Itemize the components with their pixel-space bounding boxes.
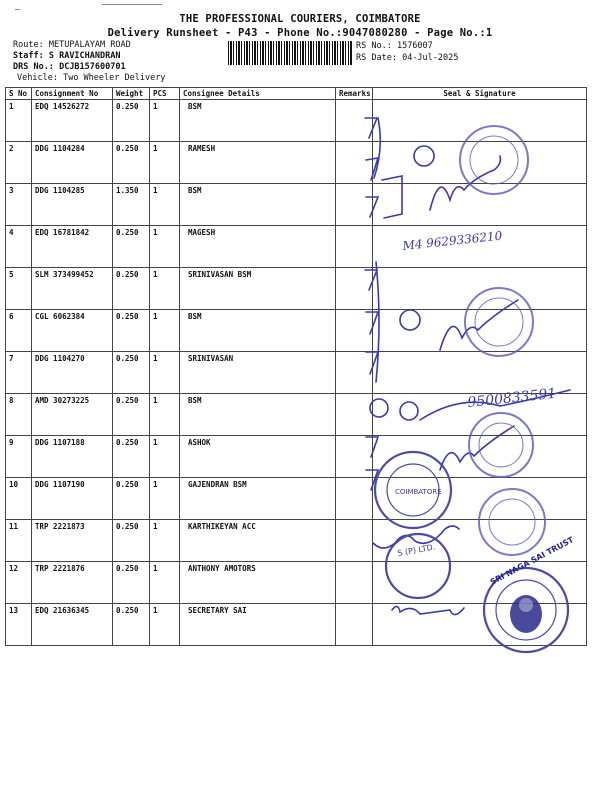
row-sno: 6 — [6, 310, 32, 352]
table-row — [6, 562, 587, 604]
table-row — [6, 604, 587, 646]
row-consignee: SRINIVASAN — [180, 352, 336, 394]
row-pcs: 1 — [150, 100, 180, 142]
row-weight: 0.250 — [113, 394, 150, 436]
row-consignment-no: AMD 30273225 — [32, 394, 113, 436]
row-seal-signature — [373, 436, 587, 478]
row-pcs: 1 — [150, 520, 180, 562]
table-row — [6, 310, 587, 352]
row-pcs: 1 — [150, 478, 180, 520]
row-consignment-no: DDG 1104285 — [32, 184, 113, 226]
table-row — [6, 478, 587, 520]
col-consignee: Consignee Details — [180, 88, 336, 100]
row-consignment-no: EDQ 16781842 — [32, 226, 113, 268]
row-remarks — [336, 226, 373, 268]
row-weight: 0.250 — [113, 604, 150, 646]
stamp-coimbatore-text: COIMBATORE — [395, 488, 442, 496]
row-sno: 7 — [6, 352, 32, 394]
row-consignee: KARTHIKEYAN ACC — [180, 520, 336, 562]
row-seal-signature — [373, 604, 587, 646]
table-row — [6, 352, 587, 394]
row-consignee: MAGESH — [180, 226, 336, 268]
row-seal-signature — [373, 562, 587, 604]
row-sno: 2 — [6, 142, 32, 184]
row-consignment-no: SLM 373499452 — [32, 268, 113, 310]
staff-value: S RAVICHANDRAN — [48, 51, 121, 61]
handwritten-phone-row8: 9500833591 — [466, 385, 558, 411]
row-remarks — [336, 268, 373, 310]
row-seal-signature — [373, 352, 587, 394]
col-sno: S No — [6, 88, 32, 100]
route-value: METUPALAYAM ROAD — [48, 40, 131, 50]
table-row — [6, 436, 587, 478]
row-sno: 1 — [6, 100, 32, 142]
staff-label: Staff: — [13, 51, 44, 61]
row-remarks — [336, 478, 373, 520]
row-consignee: BSM — [180, 310, 336, 352]
row-consignment-no: CGL 6062384 — [32, 310, 113, 352]
row-remarks — [336, 352, 373, 394]
row-sno: 12 — [6, 562, 32, 604]
row-sno: 13 — [6, 604, 32, 646]
scan-artifact — [102, 4, 162, 5]
row-seal-signature — [373, 100, 587, 142]
table-row — [6, 184, 587, 226]
row-sno: 9 — [6, 436, 32, 478]
row-consignee: ANTHONY AMOTORS — [180, 562, 336, 604]
barcode-image — [228, 41, 352, 65]
row-weight: 0.250 — [113, 310, 150, 352]
row-pcs: 1 — [150, 268, 180, 310]
drs-label: DRS No.: — [13, 62, 54, 72]
row-sno: 10 — [6, 478, 32, 520]
row-seal-signature — [373, 268, 587, 310]
row-pcs: 1 — [150, 310, 180, 352]
row-weight: 0.250 — [113, 352, 150, 394]
row-weight: 0.250 — [113, 478, 150, 520]
col-pcs: PCS — [150, 88, 180, 100]
row-consignee: BSM — [180, 184, 336, 226]
row-remarks — [336, 562, 373, 604]
row-consignee: ASHOK — [180, 436, 336, 478]
row-sno: 8 — [6, 394, 32, 436]
row-weight: 0.250 — [113, 100, 150, 142]
row-consignment-no: DDG 1104284 — [32, 142, 113, 184]
staff-line — [13, 51, 121, 61]
route-line — [13, 40, 131, 50]
row-consignee: BSM — [180, 100, 336, 142]
row-remarks — [336, 520, 373, 562]
runsheet-subtitle: Delivery Runsheet - P43 - Phone No.:9047080280 - Page No.:1 — [107, 27, 493, 39]
row-sno: 5 — [6, 268, 32, 310]
row-pcs: 1 — [150, 352, 180, 394]
table-row — [6, 268, 587, 310]
row-consignment-no: EDQ 21636345 — [32, 604, 113, 646]
rs-date-value: 04-Jul-2025 — [402, 53, 459, 63]
stamp-sai-trust-text: SRI NAGA SAI TRUST — [488, 535, 576, 587]
drs-line — [13, 62, 126, 72]
row-consignment-no: DDG 1107190 — [32, 478, 113, 520]
drs-value: DCJB157600701 — [59, 62, 126, 72]
vehicle-value: Two Wheeler Delivery — [63, 73, 166, 83]
table-row — [6, 142, 587, 184]
runsheet-table — [5, 87, 587, 646]
rs-no-value: 1576007 — [396, 41, 433, 51]
row-remarks — [336, 604, 373, 646]
row-remarks — [336, 310, 373, 352]
row-pcs: 1 — [150, 604, 180, 646]
row-weight: 0.250 — [113, 520, 150, 562]
row-pcs: 1 — [150, 436, 180, 478]
company-title: THE PROFESSIONAL COURIERS, COIMBATORE — [179, 13, 421, 25]
row-sno: 4 — [6, 226, 32, 268]
col-seal-signature: Seal & Signature — [373, 88, 587, 100]
row-consignment-no: DDG 1107188 — [32, 436, 113, 478]
row-pcs: 1 — [150, 562, 180, 604]
row-weight: 1.350 — [113, 184, 150, 226]
table-row — [6, 226, 587, 268]
row-sno: 3 — [6, 184, 32, 226]
vehicle-line — [17, 73, 165, 83]
col-weight: Weight — [113, 88, 150, 100]
row-weight: 0.250 — [113, 436, 150, 478]
row-consignee: SECRETARY SAI — [180, 604, 336, 646]
col-consignment: Consignment No — [32, 88, 113, 100]
table-row — [6, 100, 587, 142]
vehicle-label: Vehicle: — [17, 73, 58, 83]
row-sno: 11 — [6, 520, 32, 562]
row-pcs: 1 — [150, 394, 180, 436]
row-consignment-no: TRP 2221876 — [32, 562, 113, 604]
row-weight: 0.250 — [113, 562, 150, 604]
row-consignee: GAJENDRAN BSM — [180, 478, 336, 520]
rs-no-line — [356, 41, 433, 51]
row-consignee: RAMESH — [180, 142, 336, 184]
route-label: Route: — [13, 40, 44, 50]
rs-date-label: RS Date: — [356, 53, 397, 63]
row-pcs: 1 — [150, 226, 180, 268]
handwritten-phone-row4: M4 9629336210 — [401, 228, 503, 253]
row-seal-signature — [373, 142, 587, 184]
row-remarks — [336, 100, 373, 142]
row-consignee: BSM — [180, 394, 336, 436]
rs-date-line — [356, 53, 458, 63]
row-weight: 0.250 — [113, 142, 150, 184]
row-weight: 0.250 — [113, 268, 150, 310]
rs-no-label: RS No.: — [356, 41, 392, 51]
row-seal-signature — [373, 310, 587, 352]
col-remarks: Remarks — [336, 88, 373, 100]
row-seal-signature — [373, 520, 587, 562]
row-seal-signature — [373, 478, 587, 520]
row-consignment-no: TRP 2221873 — [32, 520, 113, 562]
scan-artifact — [15, 9, 20, 10]
row-consignment-no: EDQ 14526272 — [32, 100, 113, 142]
row-remarks — [336, 142, 373, 184]
row-seal-signature — [373, 394, 587, 436]
row-weight: 0.250 — [113, 226, 150, 268]
row-remarks — [336, 436, 373, 478]
row-seal-signature — [373, 226, 587, 268]
row-seal-signature — [373, 184, 587, 226]
row-remarks — [336, 184, 373, 226]
table-header-row — [6, 88, 587, 100]
row-pcs: 1 — [150, 142, 180, 184]
row-consignment-no: DDG 1104270 — [32, 352, 113, 394]
table-row — [6, 394, 587, 436]
row-pcs: 1 — [150, 184, 180, 226]
row-remarks — [336, 394, 373, 436]
stamp-ltd-text: S (P) LTD. — [396, 542, 436, 558]
table-row — [6, 520, 587, 562]
row-consignee: SRINIVASAN BSM — [180, 268, 336, 310]
